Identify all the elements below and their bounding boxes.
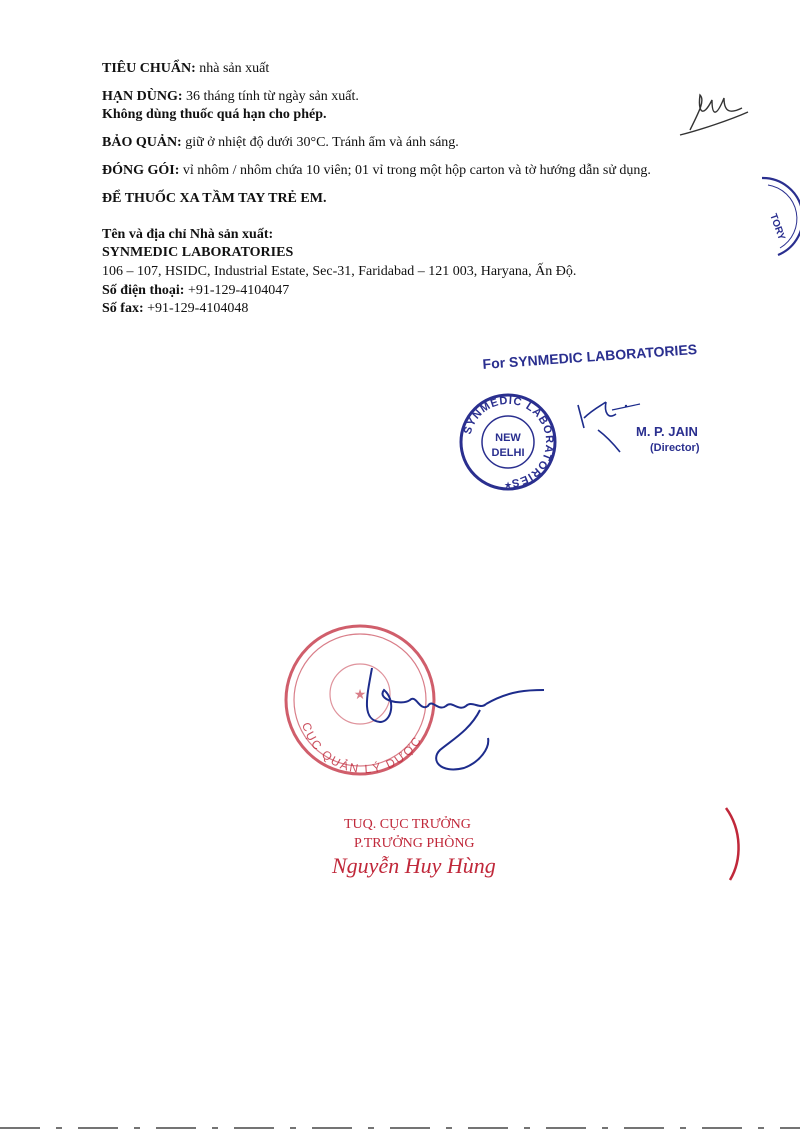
standard-label: TIÊU CHUẨN: bbox=[102, 61, 196, 76]
packaging-label: ĐÓNG GÓI: bbox=[102, 163, 180, 178]
shelf-life-line bbox=[102, 88, 359, 105]
svg-text:★: ★ bbox=[503, 480, 513, 490]
signer-title: (Director) bbox=[650, 442, 700, 454]
storage-line bbox=[102, 134, 459, 151]
phone-label: Số điện thoại: bbox=[102, 283, 185, 298]
svg-text:SYNMEDIC LABORATORIES bbox=[462, 395, 555, 489]
svg-text:CỤC QUẢN LÝ DƯỢC bbox=[299, 721, 425, 777]
packaging-line bbox=[102, 162, 651, 179]
svg-text:TORY: TORY bbox=[767, 212, 787, 242]
seal-center-line-2: DELHI bbox=[491, 447, 525, 459]
authority-seal-ring-text: CỤC QUẢN LÝ DƯỢC bbox=[298, 720, 425, 777]
expiry-warning: Không dùng thuốc quá hạn cho phép. bbox=[102, 107, 327, 122]
signer-name: M. P. JAIN bbox=[636, 424, 698, 439]
company-for-line: For SYNMEDIC LABORATORIES bbox=[482, 341, 698, 372]
fax-label: Số fax: bbox=[102, 301, 144, 316]
authority-line-2: P.TRƯỞNG PHÒNG bbox=[354, 836, 475, 851]
manufacturer-heading: Tên và địa chỉ Nhà sản xuất: bbox=[102, 227, 274, 242]
standard-line bbox=[102, 60, 269, 77]
child-warning: ĐỂ THUỐC XA TẦM TAY TRẺ EM. bbox=[102, 191, 327, 206]
authority-signer-name: Nguyễn Huy Hùng bbox=[332, 853, 496, 878]
fax-line bbox=[102, 300, 248, 317]
fax-value: +91-129-4104048 bbox=[143, 301, 249, 316]
standard-value: nhà sản xuất bbox=[195, 61, 270, 76]
manufacturer-name: SYNMEDIC LABORATORIES bbox=[102, 245, 294, 260]
company-seal-ring-text: SYNMEDIC LABORATORIES bbox=[461, 394, 556, 490]
seal-center-line-1: NEW bbox=[495, 432, 521, 444]
svg-text:★: ★ bbox=[353, 688, 367, 703]
manufacturer-address: 106 – 107, HSIDC, Industrial Estate, Sec-31, Faridabad – 121 003, Haryana, Ấn Độ. bbox=[102, 264, 577, 279]
packaging-value: vỉ nhôm / nhôm chứa 10 viên; 01 vỉ trong một hộp carton và tờ hướng dẫn sử dụng. bbox=[179, 163, 651, 178]
shelf-life-value: 36 tháng tính từ ngày sản xuất. bbox=[182, 89, 359, 104]
authority-line-1: TUQ. CỤC TRƯỞNG bbox=[344, 817, 471, 832]
shelf-life-label: HẠN DÙNG: bbox=[102, 89, 183, 104]
storage-label: BẢO QUẢN: bbox=[102, 135, 182, 150]
storage-value: giữ ở nhiệt độ dưới 30°C. Tránh ẩm và ánh sáng. bbox=[181, 135, 459, 150]
phone-line bbox=[102, 282, 289, 299]
phone-value: +91-129-4104047 bbox=[184, 283, 290, 298]
